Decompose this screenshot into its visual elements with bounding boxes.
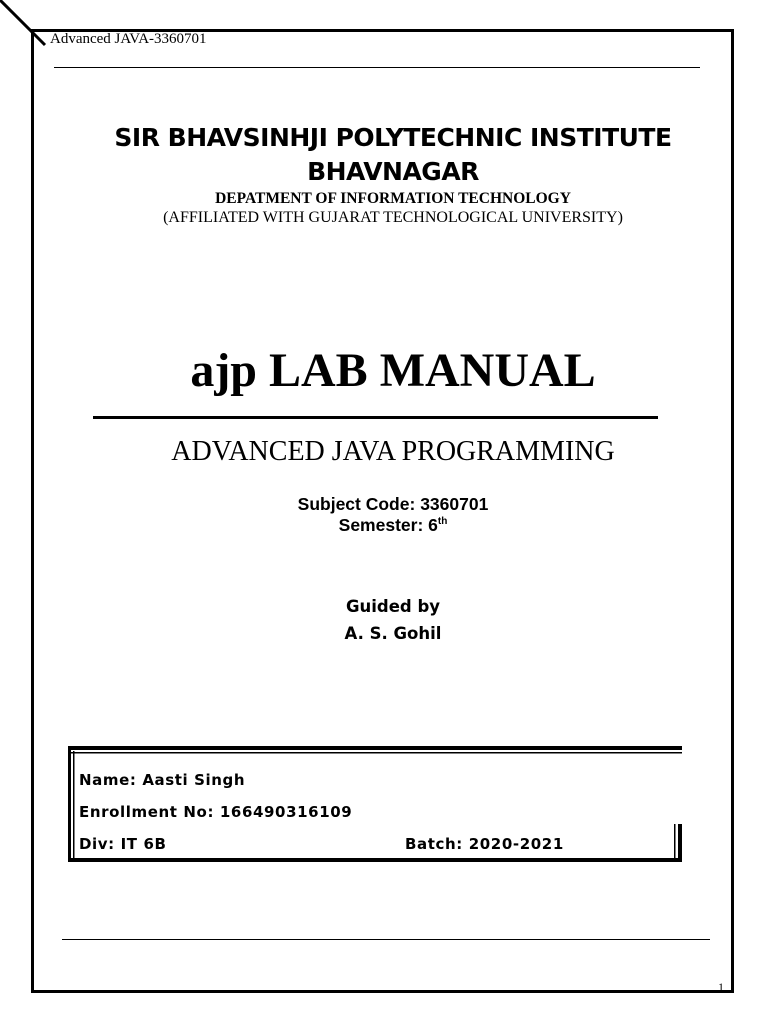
batch-line <box>405 835 564 853</box>
institute-name-line1: SIR BHAVSINHJI POLYTECHNIC INSTITUTE <box>114 123 672 152</box>
page-number: 1 <box>718 980 724 994</box>
subject-code-value: 3360701 <box>420 494 489 514</box>
student-name: Aasti Singh <box>142 771 246 789</box>
running-header: Advanced JAVA-3360701 <box>50 31 207 47</box>
enrollment-number: 166490316109 <box>219 803 353 821</box>
header-rule <box>54 67 700 68</box>
subject-code-label: Subject Code: <box>297 494 416 514</box>
batch-value: 2020-2021 <box>468 835 564 853</box>
subject-info <box>40 494 746 536</box>
semester-suffix: th <box>437 516 448 528</box>
div-value: IT 6B <box>120 835 167 853</box>
footer-rule <box>62 939 710 940</box>
guide-block <box>40 593 746 647</box>
student-name-label: Name: <box>79 771 137 789</box>
subject-code-line <box>40 494 746 515</box>
institute-name <box>40 121 746 189</box>
semester-label: Semester: <box>338 515 424 535</box>
title-rule <box>93 416 658 419</box>
subject-name: ADVANCED JAVA PROGRAMMING <box>171 436 615 467</box>
semester-line <box>40 515 746 536</box>
guide-name: A. S. Gohil <box>344 624 442 643</box>
enrollment-line <box>79 803 352 821</box>
batch-label: Batch: <box>405 835 463 853</box>
affiliation-text: (AFFILIATED WITH GUJARAT TECHNOLOGICAL UNIVERSITY) <box>163 209 623 226</box>
enrollment-label: Enrollment No: <box>79 803 215 821</box>
div-label: Div: <box>79 835 115 853</box>
department-name: DEPATMENT OF INFORMATION TECHNOLOGY <box>215 190 571 207</box>
guided-by-label: Guided by <box>345 597 441 616</box>
institute-name-line2: BHAVNAGAR <box>307 157 479 186</box>
semester-value: 6 <box>428 515 438 535</box>
div-line <box>79 835 167 853</box>
student-name-line <box>79 771 245 789</box>
manual-title: ajp LAB MANUAL <box>190 344 596 397</box>
